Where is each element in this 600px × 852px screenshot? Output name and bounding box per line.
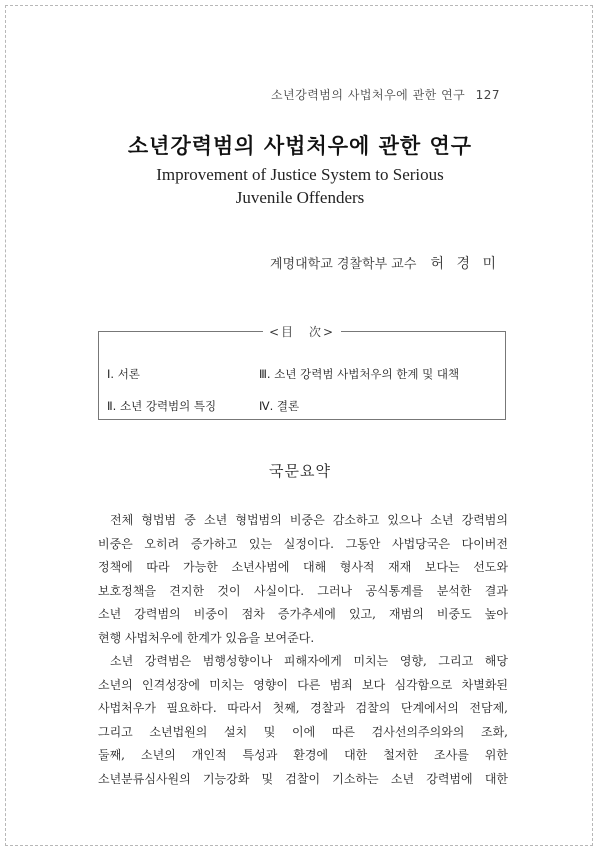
abstract-heading: 국문요약 bbox=[269, 462, 331, 480]
text-line: 그리고 소년법원의 설치 및 이에 따른 검사선의주의와의 조화, bbox=[98, 724, 508, 739]
toc-item-2: Ⅱ. 소년 강력범의 특징 bbox=[107, 399, 217, 413]
author-affiliation: 계명대학교 경찰학부 교수 bbox=[269, 257, 417, 272]
text-line: 현행 사법처우에 한계가 있음을 보여준다. bbox=[98, 630, 315, 645]
paper-title-korean: 소년강력범의 사법처우에 관한 연구 bbox=[127, 134, 473, 158]
text-line: 소년 강력범은 범행성향이나 피해자에게 미치는 영향, 그리고 해당 bbox=[110, 654, 508, 668]
toc-item-1: Ⅰ. 서론 bbox=[107, 367, 140, 381]
abstract-paragraph-1 bbox=[98, 509, 508, 650]
text-line: 소년 강력범의 비중이 점차 증가추세에 있고, 재범의 비중도 높아 bbox=[98, 607, 508, 621]
toc-item-4: Ⅳ. 결론 bbox=[259, 399, 300, 413]
running-head bbox=[271, 86, 500, 103]
paper-title-english-line-1: Improvement of Justice System to Serious bbox=[156, 165, 444, 184]
text-line: 둘째, 소년의 개인적 특성과 환경에 대한 철저한 조사를 위한 bbox=[98, 748, 508, 762]
text-line: 소년의 인격성장에 미치는 영향이 다른 범죄 보다 심각함으로 차별화된 bbox=[98, 677, 508, 692]
abstract-paragraph-2 bbox=[98, 650, 508, 791]
text-line: 전체 형법범 중 소년 형법범의 비중은 감소하고 있으나 소년 강력범의 bbox=[110, 513, 508, 527]
author-name: 허 경 미 bbox=[430, 256, 500, 272]
abstract-body bbox=[98, 509, 508, 791]
page-number: 127 bbox=[475, 88, 500, 102]
running-head-title: 소년강력범의 사법처우에 관한 연구 bbox=[270, 88, 466, 102]
toc-item-3: Ⅲ. 소년 강력범 사법처우의 한계 및 대책 bbox=[259, 367, 460, 381]
toc-title: <目 次> bbox=[99, 323, 505, 340]
table-of-contents bbox=[98, 325, 506, 420]
text-line: 소년분류심사원의 기능강화 및 검찰이 기소하는 소년 강력범에 대한 bbox=[98, 771, 508, 786]
paper-title-english-line-2: Juvenile Offenders bbox=[235, 188, 365, 207]
author-line bbox=[270, 253, 500, 273]
text-line: 정책에 따라 가능한 소년사범에 대해 형사적 재재 보다는 선도와 bbox=[98, 560, 508, 574]
text-line: 사법처우가 필요하다. 따라서 첫째, 경찰과 검찰의 단계에서의 전담제, bbox=[98, 701, 508, 715]
paper-title-english bbox=[0, 163, 600, 209]
text-line: 비중은 오히려 증가하고 있는 실정이다. 그동안 사법당국은 다이버전 bbox=[98, 536, 508, 551]
text-line: 보호정책을 견지한 것이 사실이다. 그러나 공식통계를 분석한 결과 bbox=[98, 583, 508, 598]
